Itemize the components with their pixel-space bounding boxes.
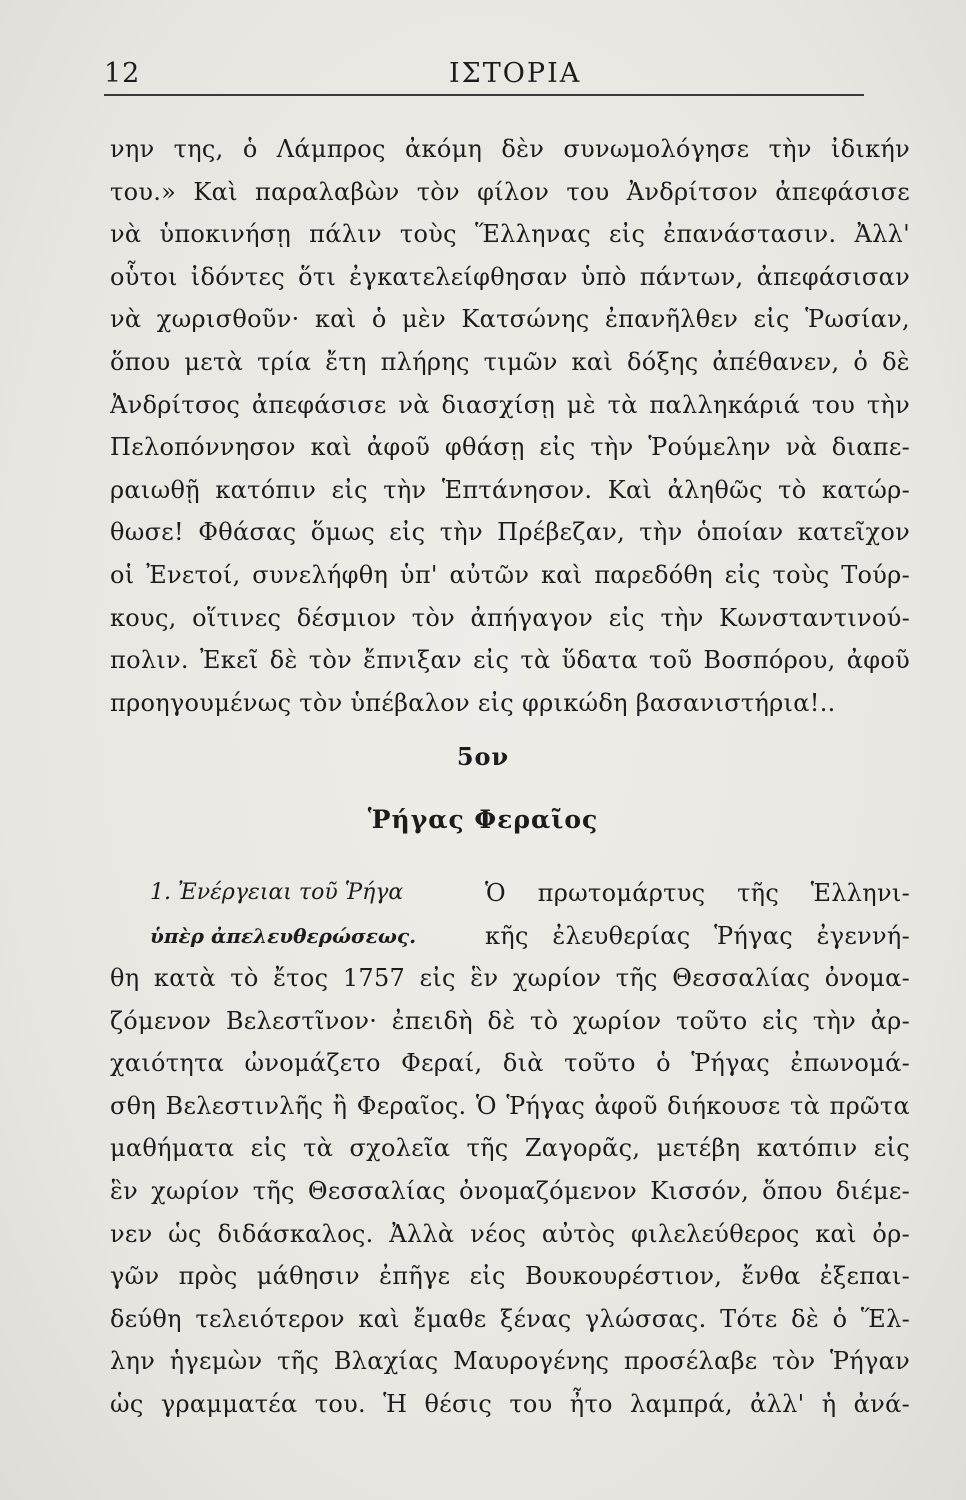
paragraph-1 (110, 128, 910, 724)
text-line: Πελοπόννησον καὶ ἀφοῦ φθάσῃ εἰς τὴν Ῥούμελην νὰ διαπε- (110, 433, 910, 462)
sidenote-line: 1. Ἐνέργειαι τοῦ Ῥήγα (150, 880, 404, 905)
text-line: δεύθη τελειότερον καὶ ἔμαθε ξένας γλώσσας. Τότε δὲ ὁ Ἕλ- (110, 1304, 910, 1333)
text-line: σθη Βελεστινλῆς ἢ Φεραῖος. Ὁ Ῥήγας ἀφοῦ διήκουσε τὰ πρῶτα (110, 1091, 910, 1120)
page-number: 12 (104, 58, 141, 89)
text-line: κῆς ἐλευθερίας Ῥήγας ἐγεννή- (485, 921, 910, 950)
paragraph-2 (110, 957, 910, 1426)
text-line: νὰ χωρισθοῦν· καὶ ὁ μὲν Κατσώνης ἐπανῆλθεν εἰς Ῥωσίαν, (110, 305, 910, 334)
text-line: οἱ Ἐνετοί, συνελήφθη ὑπ' αὐτῶν καὶ παρεδόθη εἰς τοὺς Τούρ- (110, 560, 910, 589)
text-line: λην ἡγεμὼν τῆς Βλαχίας Μαυρογένης προσέλαβε τὸν Ῥήγαν (110, 1347, 910, 1376)
text-line: γῶν πρὸς μάθησιν ἐπῆγε εἰς Βουκουρέστιον, ἔνθα ἐξεπαι- (110, 1262, 910, 1291)
text-line: θη κατὰ τὸ ἔτος 1757 εἰς ἓν χωρίον τῆς Θεσσαλίας ὀνομα- (110, 964, 910, 992)
header-rule (104, 94, 864, 96)
chapter-number: 5ον (456, 742, 510, 771)
text-line: ζόμενον Βελεστῖνον· ἐπειδὴ δὲ τὸ χωρίον τοῦτο εἰς τὴν ἀρ- (110, 1006, 910, 1035)
sidenote-line: ὑπὲρ ἀπελευθερώσεως. (150, 923, 417, 948)
text-line: ραιωθῇ κατόπιν εἰς τὴν Ἑπτάνησον. Καὶ ἀληθῶς τὸ κατώρ- (110, 475, 910, 504)
text-line: θωσε! Φθάσας ὅμως εἰς τὴν Πρέβεζαν, τὴν ὁποίαν κατεῖχον (110, 518, 910, 547)
running-title: ΙΣΤΟΡΙΑ (449, 58, 582, 89)
text-line: πολιν. Ἐκεῖ δὲ τὸν ἔπνιξαν εἰς τὰ ὕδατα τοῦ Βοσπόρου, ἀφοῦ (110, 646, 910, 675)
text-line: νεν ὡς διδάσκαλος. Ἀλλὰ νέος αὐτὸς φιλελεύθερος καὶ ὀρ- (110, 1219, 910, 1248)
text-line: προηγουμένως τὸν ὑπέβαλον εἰς φρικώδη βασανιστήρια!.. (110, 688, 836, 717)
section-intro (485, 872, 910, 957)
text-line: του.» Καὶ παραλαβὼν τὸν φίλον του Ἀνδρίτσον ἀπεφάσισε (110, 177, 910, 206)
text-line: νην της, ὁ Λάμπρος ἀκόμη δὲν συνωμολόγησε τὴν ἰδικήν (110, 135, 910, 163)
page-header (104, 58, 904, 98)
text-line: μαθήματα εἰς τὰ σχολεῖα τῆς Ζαγορᾶς, μετέβη κατόπιν εἰς (110, 1134, 910, 1163)
text-line: κους, οἵτινες δέσμιον τὸν ἀπήγαγον εἰς τὴν Κωνσταντινού- (110, 603, 910, 632)
text-line: νὰ ὑποκινήσῃ πάλιν τοὺς Ἕλληνας εἰς ἐπανάστασιν. Ἀλλ' (110, 220, 910, 249)
section-sidenote (150, 872, 480, 957)
chapter-title: Ῥήγας Φεραῖος (367, 805, 599, 834)
text-line: Ἀνδρίτσος ἀπεφάσισε νὰ διασχίσῃ μὲ τὰ παλληκάριά του τὴν (110, 390, 910, 419)
text-line: ὡς γραμματέα του. Ἡ θέσις του ἦτο λαμπρά, ἀλλ' ἡ ἀνά- (110, 1389, 910, 1418)
text-line: χαιότητα ὠνομάζετο Φεραί, διὰ τοῦτο ὁ Ῥήγας ἐπωνομά- (110, 1049, 910, 1078)
text-line: ἓν χωρίον τῆς Θεσσαλίας ὀνομαζόμενον Κισσόν, ὅπου διέμε- (110, 1176, 910, 1205)
text-line: οὗτοι ἰδόντες ὅτι ἐγκατελείφθησαν ὑπὸ πάντων, ἀπεφάσισαν (110, 262, 910, 291)
text-line: ὅπου μετὰ τρία ἔτη πλήρης τιμῶν καὶ δόξης ἀπέθανεν, ὁ δὲ (110, 347, 910, 376)
text-line: Ὁ πρωτομάρτυς τῆς Ἑλληνι- (485, 879, 910, 907)
